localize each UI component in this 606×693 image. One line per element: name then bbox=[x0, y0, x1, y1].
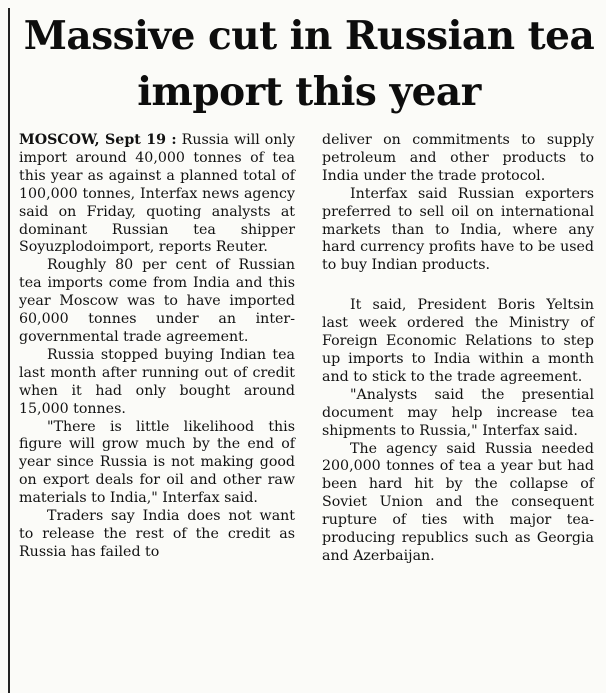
column-gap bbox=[322, 275, 594, 297]
paragraph: Interfax said Russian exporters preferred to sell oil on international markets than to India, where any hard currency profits have to be used to buy Indian products. bbox=[322, 185, 594, 274]
paragraph: deliver on commitments to supply petroleum and other products to India under the trade protocol. bbox=[322, 132, 594, 184]
paragraph: It said, President Boris Yeltsin last week ordered the Ministry of Foreign Economic Relations to step up imports to India within a month and to stick to the trade agreement. bbox=[322, 297, 594, 385]
paragraph: Russia stopped buying Indian tea last month after running out of credit when it had only bought around 15,000 tonnes. bbox=[19, 346, 295, 417]
paragraph: Roughly 80 per cent of Russian tea imports come from India and this year Moscow was to have imported 60,000 tonnes under an inter-governmental trade agreement. bbox=[19, 257, 295, 345]
column-1 bbox=[19, 132, 295, 562]
paragraph: The agency said Russia needed 200,000 tonnes of tea a year but had been hard hit by the collapse of Soviet Union and the consequent rupture of ties with major tea-producing republics such as Georgia and Azerbaijan. bbox=[322, 440, 594, 564]
paragraph: "There is little likelihood this figure will grow much by the end of year since Russia is not making good on export deals for oil and other raw materials to India," Interfax said. bbox=[19, 418, 295, 507]
column-2 bbox=[322, 132, 594, 566]
article-body bbox=[0, 132, 606, 693]
paragraph bbox=[19, 132, 295, 257]
dateline: MOSCOW, Sept 19 : bbox=[19, 132, 177, 148]
paragraph-text: Russia will only import around 40,000 tonnes of tea this year as against a planned total of 100,000 tonnes, Interfax news agency said on Friday, quoting analysts at dominant Russian tea shipper Soyuzplodoimport, reports Reuter. bbox=[19, 132, 295, 256]
paragraph: "Analysts said the presential document may help increase tea shipments to Russia," Interfax said. bbox=[322, 386, 594, 439]
paragraph: Traders say India does not want to release the rest of the credit as Russia has failed to bbox=[19, 508, 295, 560]
headline: Massive cut in Russian tea import this year bbox=[23, 13, 595, 115]
